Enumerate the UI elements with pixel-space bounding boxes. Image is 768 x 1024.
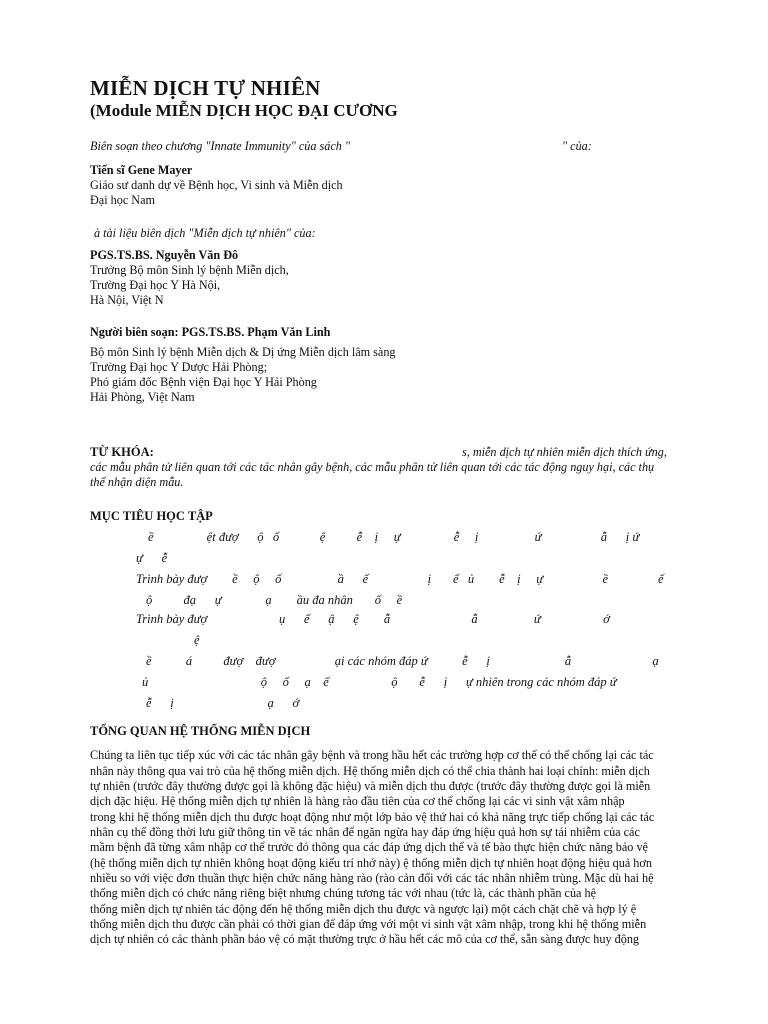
overview-line: nhân này thông qua vai trò của hệ thống miễn dịch. Hệ thống miễn dịch có thể chia thành hai loại chính: miễn dịch (90, 764, 650, 778)
objective-line: ệ (194, 633, 200, 647)
objective-line: Trình bày đượ ụ ế ậ ệ ẫ ẫ ứ ớ (136, 612, 610, 626)
objectives-heading: MỤC TIÊU HỌC TẬP (90, 509, 213, 523)
keywords-line-3: thể nhận diện mẫu. (90, 475, 184, 489)
document-subtitle: (Module MIỄN DỊCH HỌC ĐẠI CƯƠNG (90, 101, 398, 120)
overview-line: thống miễn dịch thu được cần phải có thời gian để đáp ứng với một vi sinh vật xâm nhập, trong khi hệ thống miễn (90, 917, 647, 931)
source-compiled-from: Biên soạn theo chương "Innate Immunity" của sách " (90, 139, 351, 153)
objective-line: ộ đạ ự ạ ầu đa nhân ố ề (146, 593, 403, 607)
translation-intro: à tài liệu biên dịch "Miễn dịch tự nhiên" của: (94, 226, 316, 240)
translator-affiliation-2: Trường Đại học Y Hà Nội, (90, 278, 221, 292)
overview-line: nhiều so với việc đơn thuần thực hiện chức năng hàng rào (rào cản đối với các tác nhân nhiễm trùng. Mặc dù hai hệ (90, 871, 654, 885)
overview-line: dịch đặc hiệu. Hệ thống miễn dịch tự nhiên là hàng rào đầu tiên của cơ thể chống lại các vi sinh vật xâm nhập (90, 794, 625, 808)
objective-line: ễ ị ạ ớ (146, 696, 300, 710)
objective-line: ủ ộ ố ạ ế ộ ễ ị ự nhiên trong các nhóm đáp ứ (142, 675, 617, 689)
overview-line: nhân cụ thể đồng thời lưu giữ thông tin về tác nhân để ngăn ngừa hay đáp ứng hiệu quả hơn sự tái nhiễm của các (90, 825, 640, 839)
editor-label: Người biên soạn: PGS.TS.BS. Phạm Văn Linh (90, 325, 331, 339)
overview-line: Chúng ta liên tục tiếp xúc với các tác nhân gây bệnh và trong hầu hết các trường hợp cơ thể có thể chống lại các tác (90, 748, 654, 762)
objective-line: ự ễ (136, 551, 168, 565)
translator-affiliation-1: Trưởng Bộ môn Sinh lý bệnh Miễn dịch, (90, 263, 289, 277)
objective-line: ề á đượ đượ ại các nhóm đáp ứ ễ ị ẫ ạ (146, 654, 659, 668)
editor-affiliation-3: Phó giám đốc Bệnh viện Đại học Y Hải Phòng (90, 375, 317, 389)
overview-line: mầm bệnh đã từng xâm nhập cơ thể trước đó thông qua các đáp ứng dịch thể và tế bào thực hiện chức năng bảo vệ (90, 840, 648, 854)
editor-affiliation-1: Bộ môn Sinh lý bệnh Miễn dịch & Dị ứng Miễn dịch lâm sàng (90, 345, 396, 359)
overview-heading: TỔNG QUAN HỆ THỐNG MIỄN DỊCH (90, 724, 311, 738)
overview-line: tự nhiên (trước đây thường được gọi là không đặc hiệu) và miễn dịch thu được (trước đây thường được gọi là miễn (90, 779, 651, 793)
overview-line: dịch tự nhiên có các thành phần bảo vệ có mặt thường trực ở hầu hết các mô của cơ thể, sẵn sàng được huy động (90, 932, 640, 946)
translator-affiliation-3: Hà Nội, Việt N (90, 293, 164, 307)
editor-affiliation-2: Trường Đại học Y Dược Hải Phòng; (90, 360, 268, 374)
source-compiled-from-end: " của: (562, 139, 592, 153)
overview-line: thống miễn dịch tự nhiên tác động đến hệ thống miễn dịch thu được và ngược lại) một cách chặt chẽ và hợp lý ệ (90, 902, 637, 916)
document-title: MIỄN DỊCH TỰ NHIÊN (90, 76, 321, 100)
overview-line: thống miễn dịch có chức năng riêng biệt nhưng chúng tương tác với nhau (tức là, các thành phần của hệ (90, 886, 597, 900)
author-name: Tiến sĩ Gene Mayer (90, 163, 193, 177)
keywords-line-2: các mẫu phân tử liên quan tới các tác nhân gây bệnh, các mẫu phân tử liên quan tới các tác động nguy hại, các thụ (90, 460, 655, 474)
objective-line: ề ệt đượ ộ ố ệ ễ ị ự ễ ị ứ ẫ ị ứ (148, 530, 640, 544)
author-affiliation-1: Giáo sư danh dự về Bệnh học, Vi sinh và Miễn dịch (90, 178, 343, 192)
overview-line: trong khi hệ thống miễn dịch thu được hoạt động như một lớp bảo vệ thứ hai có khả năng trực tiếp chống lại các tác (90, 810, 655, 824)
overview-line: (hệ thống miễn dịch tự nhiên không hoạt động kiểu trí nhớ này) ệ thống miễn dịch tự nhiên hoạt động hiệu quả hơn (90, 856, 652, 870)
translator-name: PGS.TS.BS. Nguyễn Văn Đô (90, 248, 239, 262)
editor-affiliation-4: Hải Phòng, Việt Nam (90, 390, 195, 404)
objective-line: Trình bày đượ ề ộ ố ầ ế ị ế ủ ễ ị ự ề ế (136, 572, 664, 586)
keywords-line-1: s, miễn dịch tự nhiên miễn dịch thích ứng, (462, 445, 667, 459)
keywords-label: TỪ KHÓA: (90, 445, 154, 459)
author-affiliation-2: Đại học Nam (90, 193, 155, 207)
